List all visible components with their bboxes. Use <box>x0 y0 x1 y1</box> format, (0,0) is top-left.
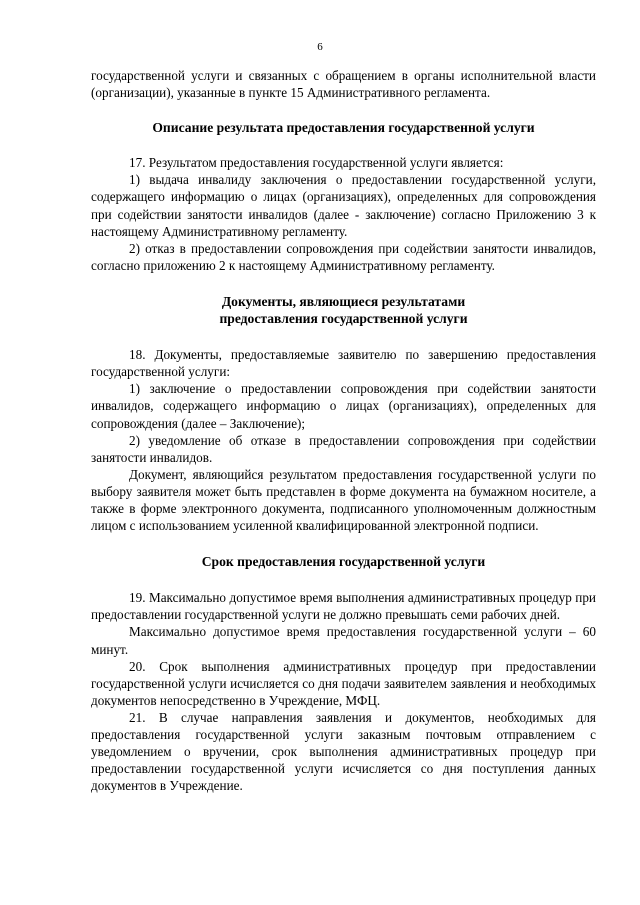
paragraph-21: 21. В случае направления заявления и документов, необходимых для предоставления государственной услуги заказным почтовым отправлением с уведомлением о вручении, срок выполнения административных процедур при предоставлении государственной услуги исчисляется со дня поступления данных документов в Учреждение. <box>91 709 596 794</box>
spacer <box>91 327 596 346</box>
paragraph-17-item-2: 2) отказ в предоставлении сопровождения при содействии занятости инвалидов, согласно приложению 2 к настоящему Административному регламенту. <box>91 240 596 273</box>
result-section-heading: Описание результата предоставления государственной услуги <box>152 120 535 136</box>
page-number: 6 <box>317 41 323 53</box>
paragraph-17: 17. Результатом предоставления государственной услуги является: <box>129 155 504 171</box>
documents-section-heading-line-2: предоставления государственной услуги <box>219 311 468 327</box>
paragraph-18: 18. Документы, предоставляемые заявителю по завершению предоставления государственной услуги: <box>91 347 596 380</box>
paragraph-18-document-form: Документ, являющийся результатом предоставления государственной услуги по выбору заявителя может быть представлен в форме документа на бумажном носителе, а также в форме электронного документа, подписанного уполномоченным должностным лицом с использованием усиленной квалифицированной электронной подписи. <box>91 466 596 534</box>
term-section-heading: Срок предоставления государственной услуги <box>201 554 486 570</box>
paragraph-17-item-1: 1) выдача инвалиду заключения о предоставлении государственной услуги, содержащего информацию о лицах (организациях), определенных для сопровождения при содействии занятости инвалидов (далее - заключение) согласно Приложению 3 к настоящему Административному регламенту. <box>91 172 596 239</box>
paragraph-19: 19. Максимально допустимое время выполнения административных процедур при предоставлении государственной услуги не должно превышать семи рабочих дней. <box>91 590 596 623</box>
paragraph-19-max-time: Максимально допустимое время предоставления государственной услуги – 60 минут. <box>91 624 596 657</box>
spacer <box>91 274 596 293</box>
spacer <box>91 136 596 154</box>
paragraph-18-item-2: 2) уведомление об отказе в предоставлении сопровождения при содействии занятости инвалидов. <box>91 432 596 465</box>
paragraph-20: 20. Срок выполнения административных процедур при предоставлении государственной услуги исчисляется со дня подачи заявителем заявления и необходимых документов непосредственно в Учреждение, МФЦ. <box>91 658 596 708</box>
spacer <box>91 534 596 553</box>
paragraph-18-item-1: 1) заключение о предоставлении сопровождения при содействии занятости инвалидов, содержащего информацию о лицах (организациях), определенных для сопровождения (далее – Заключение); <box>91 381 596 431</box>
documents-section-heading-line-1: Документы, являющиеся результатами <box>221 293 466 309</box>
document-body <box>91 67 596 794</box>
spacer <box>91 101 596 119</box>
intro-paragraph: государственной услуги и связанных с обращением в органы исполнительной власти (организации), указанные в пункте 15 Административного регламента. <box>91 68 596 101</box>
spacer <box>91 570 596 589</box>
